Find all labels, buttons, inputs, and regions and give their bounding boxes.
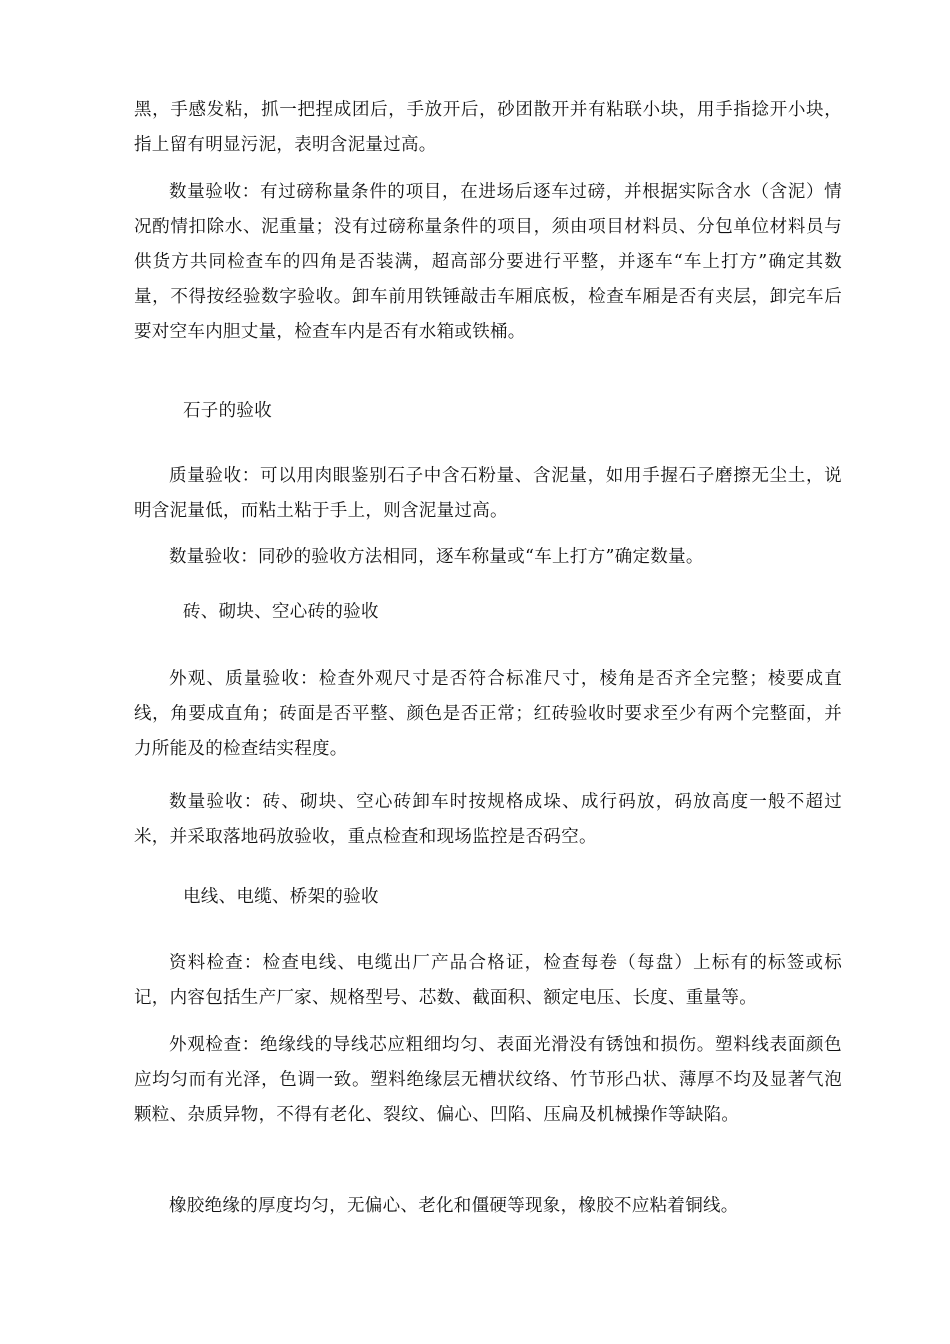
paragraph-sand-quality-end: 黑，手感发粘，抓一把捏成团后，手放开后，砂团散开并有粘联小块，用手指捻开小块，指上留有明显污泥，表明含泥量过高。 [134, 100, 842, 155]
paragraph-cable-appearance: 外观检查：绝缘线的导线芯应粗细均匀、表面光滑没有锈蚀和损伤。塑料线表面颜色应均匀而有光泽，色调一致。塑料绝缘层无槽状纹络、竹节形凸状、薄厚不均及显著气泡颗粒、杂质异物，不得有老化、裂纹、偏心、凹陷、压扁及机械操作等缺陷。 [134, 1035, 842, 1125]
heading-cable-acceptance: 电线、电缆、桥架的验收 [183, 887, 379, 907]
paragraph-brick-quantity: 数量验收：砖、砌块、空心砖卸车时按规格成垛、成行码放，码放高度一般不超过米，并采取落地码放验收，重点检查和现场监控是否码空。 [134, 792, 842, 847]
paragraph-stone-quality: 质量验收：可以用肉眼鉴别石子中含石粉量、含泥量，如用手握石子磨擦无尘土，说明含泥量低，而粘土粘于手上，则含泥量过高。 [134, 466, 842, 521]
paragraph-stone-quantity: 数量验收：同砂的验收方法相同，逐车称量或“车上打方”确定数量。 [169, 547, 704, 567]
heading-stone-acceptance: 石子的验收 [183, 401, 272, 421]
paragraph-rubber-insulation: 橡胶绝缘的厚度均匀，无偏心、老化和僵硬等现象，橡胶不应粘着铜线。 [169, 1196, 739, 1216]
heading-brick-acceptance: 砖、砌块、空心砖的验收 [183, 602, 379, 622]
paragraph-brick-quality: 外观、质量验收：检查外观尺寸是否符合标准尺寸，棱角是否齐全完整；棱要成直线，角要成直角；砖面是否平整、颜色是否正常；红砖验收时要求至少有两个完整面，并力所能及的检查结实程度。 [134, 669, 842, 759]
paragraph-sand-quantity: 数量验收：有过磅称量条件的项目，在进场后逐车过磅，并根据实际含水（含泥）情况酌情扣除水、泥重量；没有过磅称量条件的项目，须由项目材料员、分包单位材料员与供货方共同检查车的四角是否装满，超高部分要进行平整，并逐车“车上打方”确定其数量，不得按经验数字验收。卸车前用铁锤敲击车厢底板，检查车厢是否有夹层，卸完车后要对空车内胆丈量，检查车内是否有水箱或铁桶。 [134, 182, 842, 342]
paragraph-cable-documents: 资料检查：检查电线、电缆出厂产品合格证，检查每卷（每盘）上标有的标签或标记，内容包括生产厂家、规格型号、芯数、截面积、额定电压、长度、重量等。 [134, 953, 842, 1008]
